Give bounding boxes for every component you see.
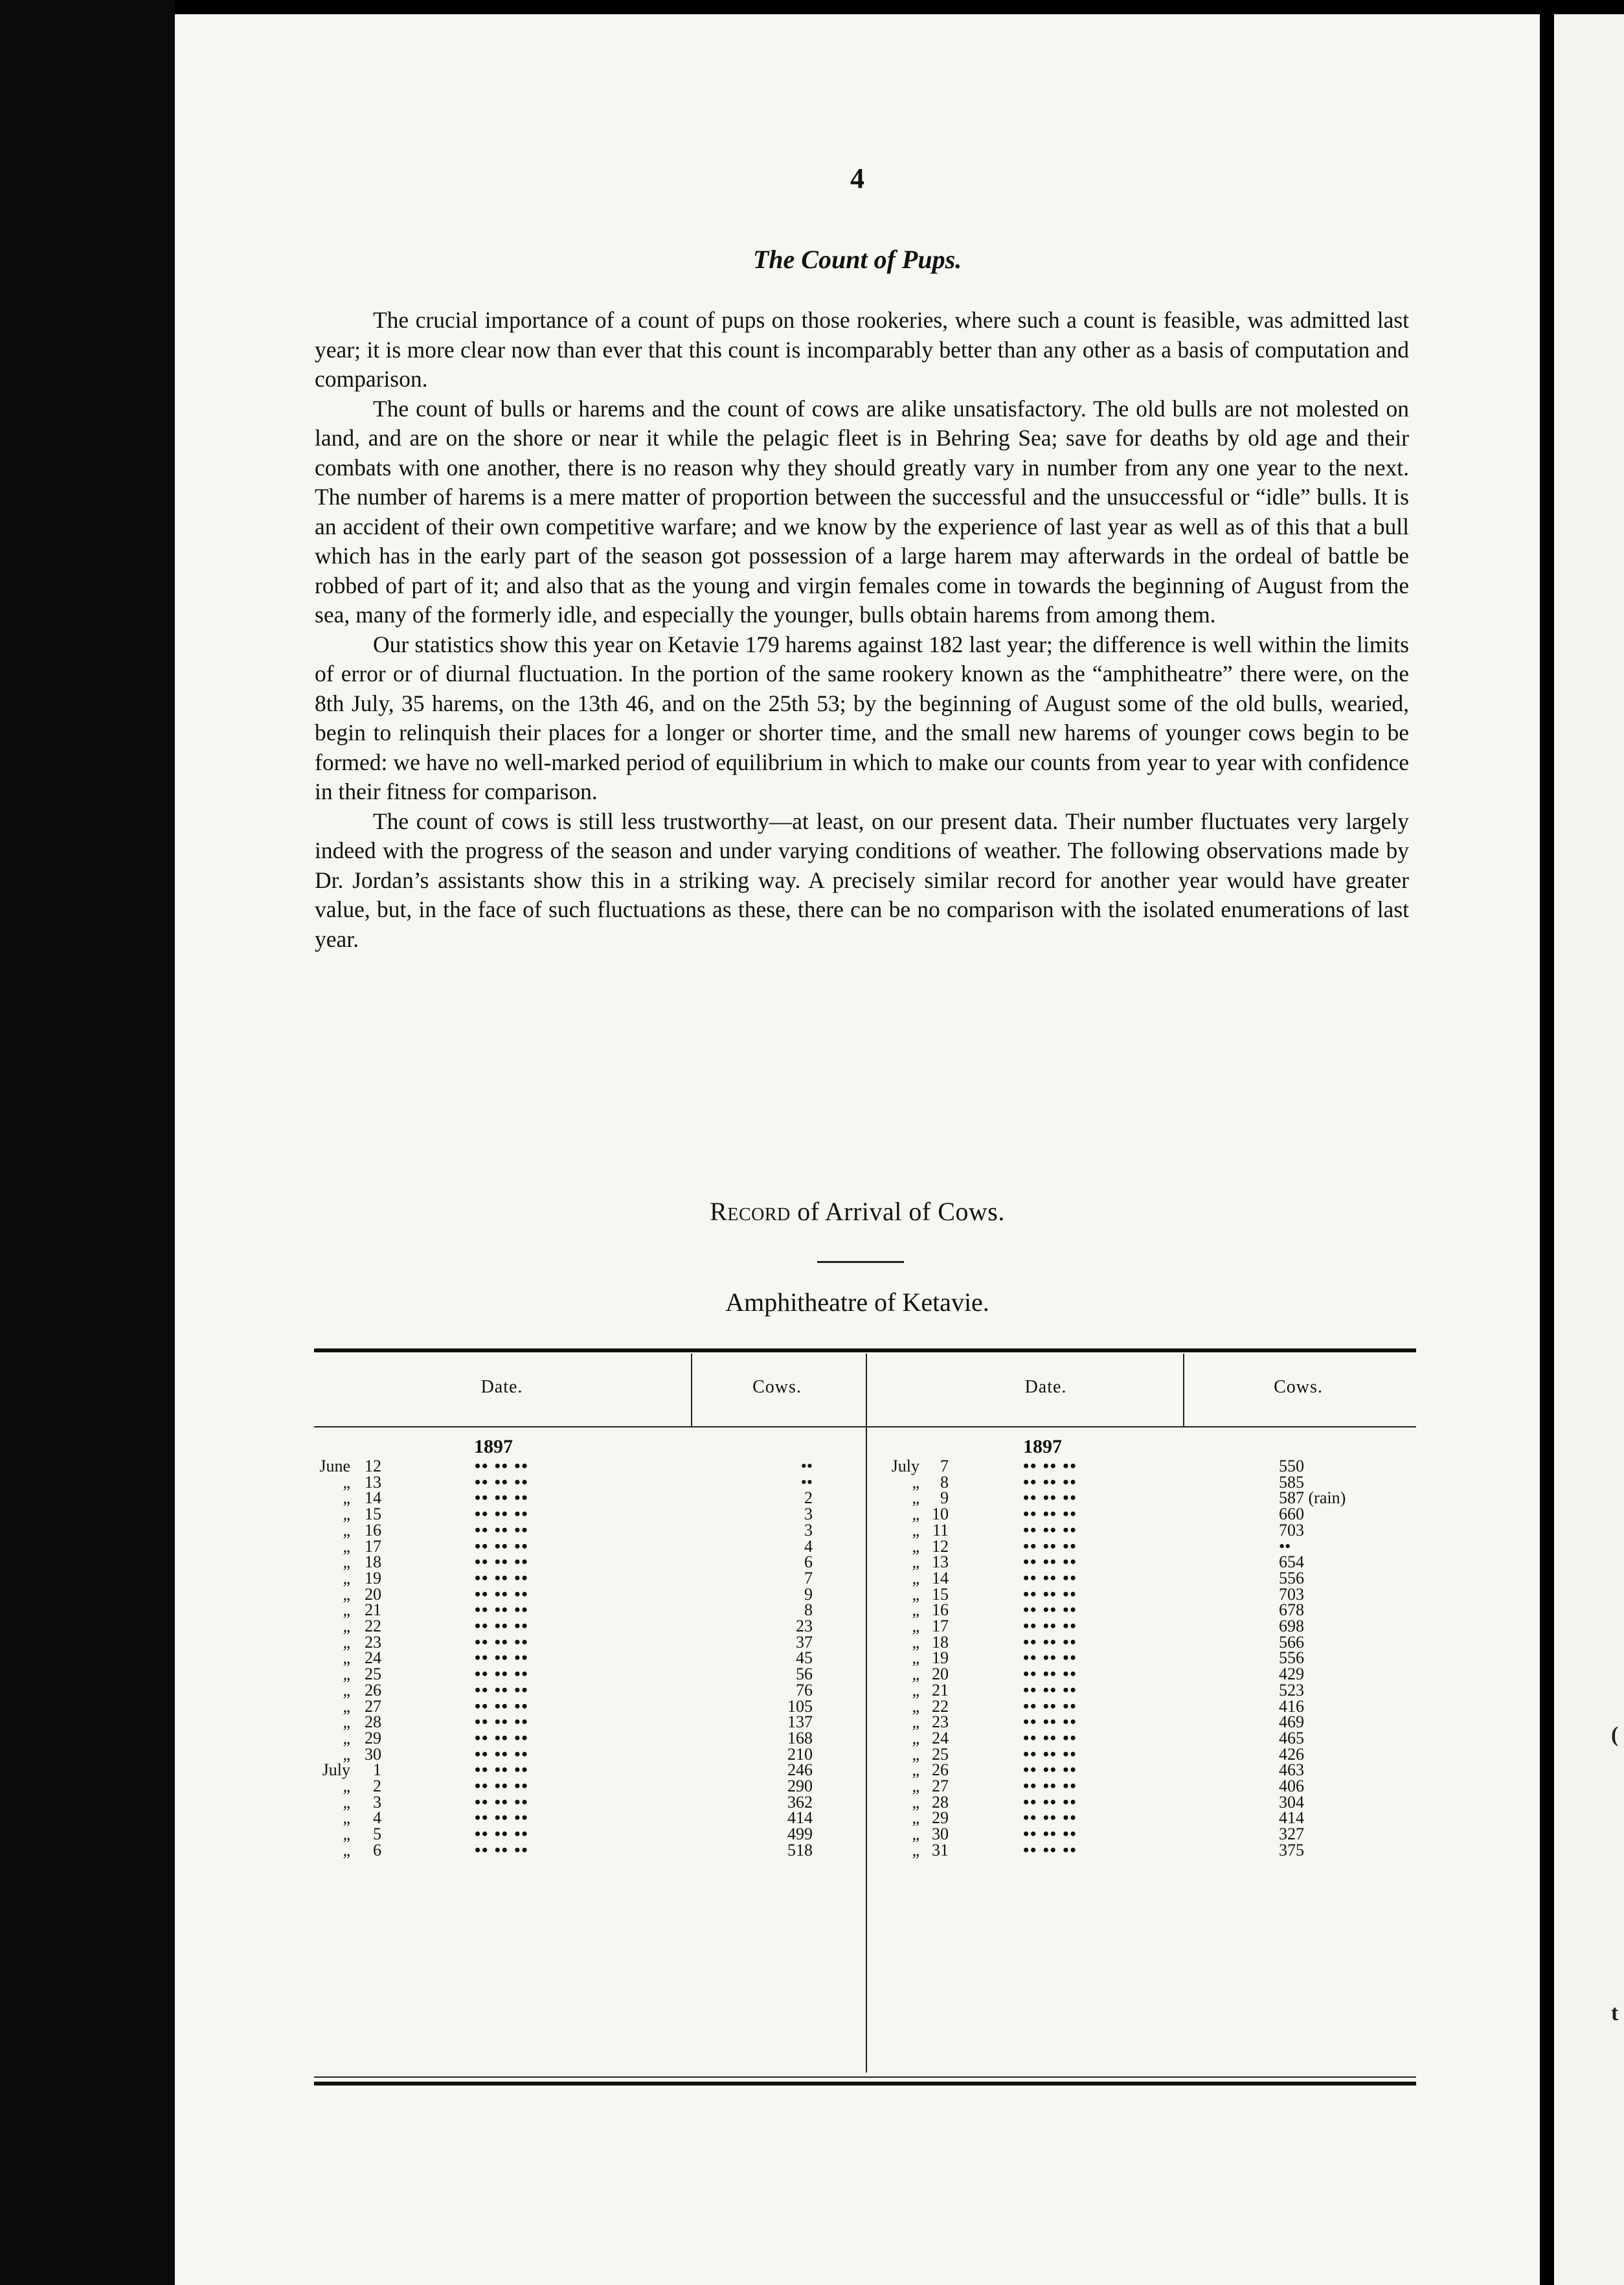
right-month-cell: „ <box>912 1568 919 1587</box>
right-day-cell: 10 <box>932 1505 949 1524</box>
left-day-cell: 27 <box>365 1696 381 1716</box>
right-month-cell: „ <box>912 1760 919 1780</box>
left-leader-dots: •• •• •• <box>475 1648 529 1668</box>
record-title <box>175 1196 1540 1227</box>
left-month-cell: July <box>322 1760 350 1780</box>
right-day-cell: 12 <box>932 1536 949 1556</box>
header-cows-left: Cows. <box>752 1377 802 1397</box>
title-divider <box>817 1261 904 1263</box>
right-leader-dots: •• •• •• <box>1023 1840 1077 1859</box>
right-day-cell: 17 <box>932 1617 949 1635</box>
left-month-cell: „ <box>343 1665 350 1684</box>
left-cows-cell: 2 <box>804 1488 813 1508</box>
table-bottom-rule <box>314 2076 1416 2078</box>
page-number: 4 <box>850 163 864 194</box>
left-day-cell: 16 <box>365 1520 381 1540</box>
table-row <box>314 1568 1416 1587</box>
left-month-cell: „ <box>343 1520 350 1540</box>
column-divider <box>1183 1354 1184 1426</box>
right-month-cell: „ <box>912 1536 919 1556</box>
right-day-cell: 21 <box>932 1680 949 1700</box>
table-row <box>314 1728 1416 1747</box>
right-cows-cell: 375 <box>1279 1840 1304 1859</box>
right-month-cell: „ <box>912 1665 919 1684</box>
left-leader-dots: •• •• •• <box>475 1472 529 1492</box>
body-text <box>315 306 1409 954</box>
right-cows-cell: 463 <box>1279 1760 1304 1780</box>
right-month-cell: „ <box>912 1744 919 1764</box>
year-left: 1897 <box>474 1436 513 1457</box>
right-month-cell: „ <box>912 1632 919 1652</box>
right-cows-cell: 703 <box>1279 1520 1304 1540</box>
left-month-cell: „ <box>343 1584 350 1604</box>
left-cows-cell: 8 <box>804 1600 813 1620</box>
left-cows-cell: 518 <box>787 1840 813 1859</box>
right-day-cell: 29 <box>932 1808 949 1828</box>
left-leader-dots: •• •• •• <box>475 1825 529 1844</box>
left-day-cell: 4 <box>373 1808 381 1828</box>
right-month-cell: „ <box>912 1825 919 1844</box>
right-leader-dots: •• •• •• <box>1023 1536 1077 1556</box>
right-leader-dots: •• •• •• <box>1023 1520 1077 1540</box>
right-leader-dots: •• •• •• <box>1023 1665 1077 1684</box>
left-leader-dots: •• •• •• <box>475 1712 529 1732</box>
left-leader-dots: •• •• •• <box>475 1600 529 1620</box>
left-leader-dots: •• •• •• <box>475 1728 529 1747</box>
left-leader-dots: •• •• •• <box>475 1792 529 1812</box>
right-month-cell: „ <box>912 1808 919 1828</box>
left-day-cell: 23 <box>365 1632 381 1652</box>
right-day-cell: 30 <box>932 1825 949 1844</box>
right-day-cell: 28 <box>932 1792 949 1812</box>
right-month-cell: „ <box>912 1792 919 1812</box>
left-cows-cell: 210 <box>787 1744 813 1764</box>
right-day-cell: 7 <box>940 1457 949 1475</box>
left-month-cell: „ <box>343 1568 350 1587</box>
left-day-cell: 17 <box>365 1536 381 1556</box>
header-date-right: Date. <box>1024 1377 1067 1397</box>
right-day-cell: 9 <box>940 1488 949 1508</box>
left-cows-cell: 105 <box>787 1696 813 1716</box>
table-subtitle: Amphitheatre of Ketavie. <box>725 1288 989 1317</box>
left-month-cell: „ <box>343 1744 350 1764</box>
left-leader-dots: •• •• •• <box>475 1457 529 1475</box>
cow-arrival-table <box>314 1348 1416 2086</box>
left-day-cell: 15 <box>365 1505 381 1524</box>
left-cows-cell: 3 <box>804 1505 813 1524</box>
right-month-cell: „ <box>912 1617 919 1635</box>
table-top-rule <box>314 1348 1416 1352</box>
right-cows-cell: 585 <box>1279 1472 1304 1492</box>
left-cows-cell: 137 <box>787 1712 813 1732</box>
left-month-cell: „ <box>343 1728 350 1747</box>
left-cows-cell: 3 <box>804 1520 813 1540</box>
right-cows-cell: •• <box>1279 1536 1291 1556</box>
left-month-cell: „ <box>343 1617 350 1635</box>
record-title-rest: of Arrival of Cows. <box>790 1197 1005 1226</box>
left-day-cell: 19 <box>365 1568 381 1587</box>
section-title: The Count of Pups. <box>752 245 962 274</box>
table-bottom-rule-thick <box>314 2082 1416 2086</box>
left-leader-dots: •• •• •• <box>475 1617 529 1635</box>
table-row <box>314 1619 1416 1635</box>
right-month-cell: „ <box>912 1712 919 1732</box>
left-leader-dots: •• •• •• <box>475 1632 529 1652</box>
left-month-cell: „ <box>343 1712 350 1732</box>
left-leader-dots: •• •• •• <box>475 1505 529 1524</box>
right-day-cell: 13 <box>932 1552 949 1572</box>
right-leader-dots: •• •• •• <box>1023 1696 1077 1716</box>
left-month-cell: „ <box>343 1632 350 1652</box>
right-leader-dots: •• •• •• <box>1023 1600 1077 1620</box>
document-page <box>175 14 1540 2285</box>
header-date-left: Date. <box>480 1377 523 1397</box>
paragraph: The crucial importance of a count of pups on those rookeries, where such a count is feasible, was admitted last year; it is more clear now than ever that this count is incomparably better than any other as a basis of computation and comparison. <box>315 307 1409 392</box>
left-day-cell: 1 <box>373 1760 381 1780</box>
right-leader-dots: •• •• •• <box>1023 1728 1077 1747</box>
right-day-cell: 24 <box>932 1728 949 1747</box>
right-leader-dots: •• •• •• <box>1023 1777 1077 1795</box>
right-day-cell: 8 <box>940 1472 949 1492</box>
right-day-cell: 11 <box>932 1520 949 1540</box>
left-cows-cell: 56 <box>796 1665 813 1684</box>
left-cows-cell: 168 <box>787 1728 813 1747</box>
left-day-cell: 26 <box>365 1680 381 1700</box>
left-leader-dots: •• •• •• <box>475 1536 529 1556</box>
left-day-cell: 12 <box>365 1457 381 1475</box>
right-day-cell: 16 <box>932 1600 949 1620</box>
paragraph: Our statistics show this year on Ketavie 179 harems against 182 last year; the difference is well within the limits of error or of diurnal fluctuation. In the portion of the same rookery known as the “amphitheatre” there were, on the 8th July, 35 harems, on the 13th 46, and on the 25th 53; by the beginning of August some of the old bulls, wearied, begin to relinquish their places for a longer or shorter time, and the small new harems of younger cows begin to be formed: we have no well-marked period of equilibrium in which to make our counts from year to year with confidence in their fitness for comparison. <box>315 631 1409 804</box>
page-edge-shadow <box>1540 14 1554 2285</box>
right-cows-cell: 660 <box>1279 1505 1304 1524</box>
right-leader-dots: •• •• •• <box>1023 1457 1077 1475</box>
adjacent-page-fragment: ( <box>1611 1723 1619 1747</box>
right-leader-dots: •• •• •• <box>1023 1808 1077 1828</box>
record-title-smallcaps: Record <box>710 1197 791 1226</box>
table-row <box>314 1680 1416 1700</box>
left-leader-dots: •• •• •• <box>475 1665 529 1684</box>
right-day-cell: 15 <box>932 1584 949 1604</box>
column-divider <box>691 1354 692 1426</box>
right-day-cell: 31 <box>932 1840 949 1859</box>
right-leader-dots: •• •• •• <box>1023 1792 1077 1812</box>
right-cows-cell: 550 <box>1279 1457 1304 1475</box>
left-leader-dots: •• •• •• <box>475 1696 529 1716</box>
left-month-cell: „ <box>343 1552 350 1572</box>
left-cows-cell: 362 <box>787 1792 813 1812</box>
right-day-cell: 19 <box>932 1648 949 1668</box>
right-cows-cell: 304 <box>1279 1792 1304 1812</box>
right-leader-dots: •• •• •• <box>1023 1552 1077 1572</box>
right-leader-dots: •• •• •• <box>1023 1472 1077 1492</box>
right-month-cell: „ <box>912 1648 919 1668</box>
right-cows-cell: 678 <box>1279 1600 1304 1620</box>
right-leader-dots: •• •• •• <box>1023 1584 1077 1604</box>
left-cows-cell: 6 <box>804 1552 813 1572</box>
year-right: 1897 <box>1023 1436 1062 1457</box>
left-day-cell: 28 <box>365 1712 381 1732</box>
right-day-cell: 23 <box>932 1712 949 1732</box>
right-month-cell: „ <box>912 1584 919 1604</box>
left-month-cell: „ <box>343 1792 350 1812</box>
right-month-cell: „ <box>912 1472 919 1492</box>
left-leader-dots: •• •• •• <box>475 1488 529 1508</box>
left-month-cell: „ <box>343 1696 350 1716</box>
left-month-cell: „ <box>343 1536 350 1556</box>
right-leader-dots: •• •• •• <box>1023 1488 1077 1508</box>
left-leader-dots: •• •• •• <box>475 1744 529 1764</box>
left-cows-cell: 9 <box>804 1584 813 1604</box>
left-cows-cell: 7 <box>804 1568 813 1587</box>
left-day-cell: 2 <box>373 1777 381 1795</box>
left-leader-dots: •• •• •• <box>475 1680 529 1700</box>
right-cows-cell: 416 <box>1279 1696 1304 1716</box>
left-cows-cell: •• <box>800 1457 813 1475</box>
right-cows-cell: 469 <box>1279 1712 1304 1732</box>
left-day-cell: 25 <box>365 1665 381 1684</box>
left-month-cell: „ <box>343 1680 350 1700</box>
right-month-cell: „ <box>912 1680 919 1700</box>
left-day-cell: 13 <box>365 1472 381 1492</box>
left-cows-cell: 76 <box>796 1680 813 1700</box>
right-month-cell: „ <box>912 1488 919 1508</box>
book-binding-edge <box>0 0 175 2285</box>
left-cows-cell: 246 <box>787 1760 813 1780</box>
left-month-cell: „ <box>343 1472 350 1492</box>
left-month-cell: „ <box>343 1600 350 1620</box>
right-cows-cell: 587 (rain) <box>1279 1488 1346 1508</box>
left-cows-cell: 414 <box>787 1808 813 1828</box>
right-month-cell: „ <box>912 1777 919 1795</box>
paragraph: The count of cows is still less trustworthy—at least, on our present data. Their number fluctuates very largely indeed with the progress of the season and under varying conditions of weather. The following observations made by Dr. Jordan’s assistants show this in a striking way. A precisely similar record for another year would have greater value, but, in the face of such fluctuations as these, there can be no comparison with the isolated enumerations of last year. <box>315 808 1409 952</box>
right-leader-dots: •• •• •• <box>1023 1712 1077 1732</box>
adjacent-page-strip <box>1554 14 1624 2285</box>
right-month-cell: „ <box>912 1552 919 1572</box>
left-month-cell: „ <box>343 1777 350 1795</box>
right-month-cell: „ <box>912 1505 919 1524</box>
left-month-cell: June <box>319 1457 350 1475</box>
right-day-cell: 18 <box>932 1632 949 1652</box>
table-row <box>314 1779 1416 1795</box>
right-month-cell: July <box>891 1457 919 1475</box>
right-leader-dots: •• •• •• <box>1023 1632 1077 1652</box>
header-cows-right: Cows. <box>1274 1377 1323 1397</box>
left-month-cell: „ <box>343 1840 350 1859</box>
left-day-cell: 21 <box>365 1600 381 1620</box>
left-month-cell: „ <box>343 1488 350 1508</box>
left-leader-dots: •• •• •• <box>475 1584 529 1604</box>
left-leader-dots: •• •• •• <box>475 1520 529 1540</box>
table-row <box>314 1520 1416 1540</box>
right-cows-cell: 703 <box>1279 1584 1304 1604</box>
right-cows-cell: 654 <box>1279 1552 1304 1572</box>
left-cows-cell: 45 <box>796 1648 813 1668</box>
right-cows-cell: 426 <box>1279 1744 1304 1764</box>
left-day-cell: 3 <box>373 1792 381 1812</box>
left-day-cell: 18 <box>365 1552 381 1572</box>
left-cows-cell: 37 <box>796 1632 813 1652</box>
table-row <box>314 1840 1416 1859</box>
right-cows-cell: 556 <box>1279 1568 1304 1587</box>
right-day-cell: 20 <box>932 1665 949 1684</box>
right-month-cell: „ <box>912 1696 919 1716</box>
left-day-cell: 30 <box>365 1744 381 1764</box>
right-leader-dots: •• •• •• <box>1023 1760 1077 1780</box>
right-day-cell: 26 <box>932 1760 949 1780</box>
left-leader-dots: •• •• •• <box>475 1760 529 1780</box>
right-cows-cell: 465 <box>1279 1728 1304 1747</box>
table-row <box>314 1459 1416 1475</box>
right-month-cell: „ <box>912 1520 919 1540</box>
right-cows-cell: 566 <box>1279 1632 1304 1652</box>
right-leader-dots: •• •• •• <box>1023 1680 1077 1700</box>
adjacent-page-fragment: t <box>1611 2001 1619 2025</box>
left-month-cell: „ <box>343 1648 350 1668</box>
right-leader-dots: •• •• •• <box>1023 1744 1077 1764</box>
right-leader-dots: •• •• •• <box>1023 1648 1077 1668</box>
right-leader-dots: •• •• •• <box>1023 1505 1077 1524</box>
right-month-cell: „ <box>912 1840 919 1859</box>
left-day-cell: 24 <box>365 1648 381 1668</box>
left-cows-cell: 499 <box>787 1825 813 1844</box>
left-month-cell: „ <box>343 1808 350 1828</box>
right-leader-dots: •• •• •• <box>1023 1825 1077 1844</box>
right-month-cell: „ <box>912 1728 919 1747</box>
left-day-cell: 14 <box>365 1488 381 1508</box>
left-month-cell: „ <box>343 1825 350 1844</box>
left-leader-dots: •• •• •• <box>475 1552 529 1572</box>
left-cows-cell: 4 <box>804 1536 813 1556</box>
right-day-cell: 27 <box>932 1777 949 1795</box>
left-leader-dots: •• •• •• <box>475 1568 529 1587</box>
left-month-cell: „ <box>343 1505 350 1524</box>
left-leader-dots: •• •• •• <box>475 1840 529 1859</box>
left-day-cell: 22 <box>365 1617 381 1635</box>
right-day-cell: 14 <box>932 1568 949 1587</box>
right-cows-cell: 698 <box>1279 1617 1304 1635</box>
left-cows-cell: 23 <box>796 1617 813 1635</box>
left-cows-cell: 290 <box>787 1777 813 1795</box>
left-cows-cell: •• <box>800 1472 813 1492</box>
right-day-cell: 25 <box>932 1744 949 1764</box>
left-day-cell: 5 <box>373 1825 381 1844</box>
right-cows-cell: 414 <box>1279 1808 1304 1828</box>
left-leader-dots: •• •• •• <box>475 1777 529 1795</box>
left-day-cell: 6 <box>373 1840 381 1859</box>
header-rule <box>314 1426 1416 1427</box>
left-day-cell: 29 <box>365 1728 381 1747</box>
right-cows-cell: 556 <box>1279 1648 1304 1668</box>
right-day-cell: 22 <box>932 1696 949 1716</box>
left-day-cell: 20 <box>365 1584 381 1604</box>
right-cows-cell: 327 <box>1279 1825 1304 1844</box>
right-cows-cell: 429 <box>1279 1665 1304 1684</box>
right-cows-cell: 523 <box>1279 1680 1304 1700</box>
right-leader-dots: •• •• •• <box>1023 1568 1077 1587</box>
left-leader-dots: •• •• •• <box>475 1808 529 1828</box>
paragraph: The count of bulls or harems and the count of cows are alike unsatisfactory. The old bulls are not molested on land, and are on the shore or near it while the pelagic fleet is in Behring Sea; save for deaths by old age and their combats with one another, there is no reason why they should greatly vary in number from any one year to the next. The number of harems is a mere matter of proportion between the successful and the unsuccessful or “idle” bulls. It is an accident of their own competitive warfare; and we know by the experience of last year as well as of this that a bull which has in the early part of the season got possession of a large harem may afterwards in the ordeal of battle be robbed of part of it; and also that as the young and virgin females come in towards the beginning of August from the sea, many of the formerly idle, and especially the younger, bulls obtain harems from among them. <box>315 395 1409 628</box>
right-cows-cell: 406 <box>1279 1777 1304 1795</box>
right-month-cell: „ <box>912 1600 919 1620</box>
right-leader-dots: •• •• •• <box>1023 1617 1077 1635</box>
